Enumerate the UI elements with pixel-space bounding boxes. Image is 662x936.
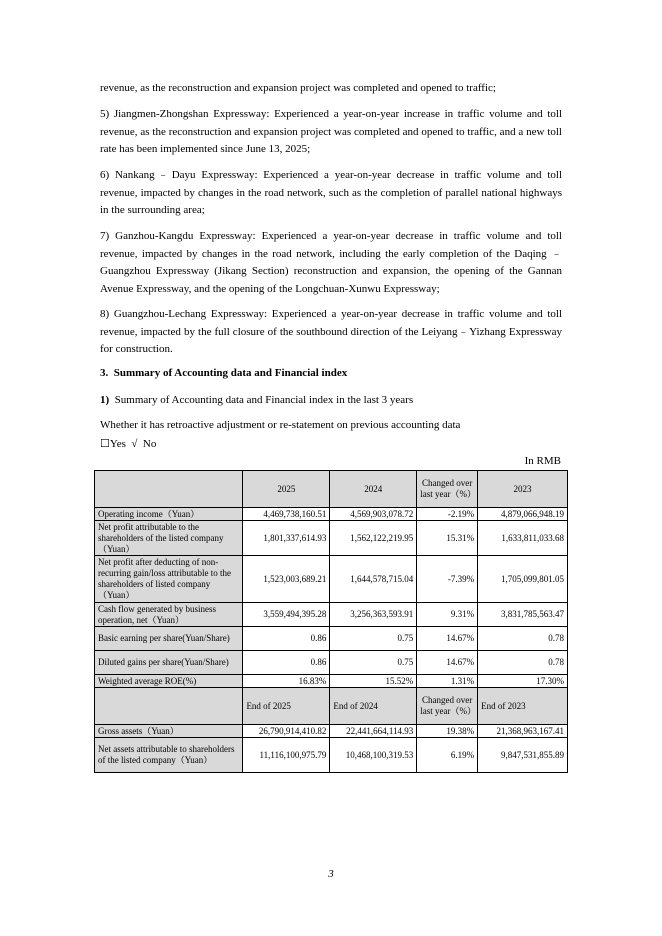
paragraph-continuation: revenue, as the reconstruction and expansion project was completed and opened to traffic;	[100, 82, 496, 94]
table-row	[95, 508, 568, 521]
table-row	[95, 521, 568, 556]
value-cell: 0.75	[330, 627, 417, 651]
value-cell: 0.78	[478, 651, 568, 675]
value-cell: 1,644,578,715.04	[330, 556, 417, 603]
value-cell: 6.19%	[417, 738, 478, 773]
value-cell: 1,523,003,689.21	[243, 556, 330, 603]
value-cell: 1,801,337,614.93	[243, 521, 330, 556]
row-label-cell: Basic earning per share(Yuan/Share)	[95, 627, 243, 651]
header-cell: End of 2025	[243, 688, 330, 725]
value-cell: 0.86	[243, 627, 330, 651]
value-cell: 1.31%	[417, 675, 478, 688]
value-cell: 0.75	[330, 651, 417, 675]
row-label-cell: Diluted gains per share(Yuan/Share)	[95, 651, 243, 675]
page-number: 3	[328, 868, 334, 880]
table-row	[95, 627, 568, 651]
row-label-cell: Net profit attributable to the shareholders of the listed company（Yuan）	[95, 521, 243, 556]
subsection-number: 1)	[100, 394, 110, 406]
subsection-title	[100, 394, 413, 406]
value-cell: 1,705,099,801.05	[478, 556, 568, 603]
row-label-cell: Weighted average ROE(%)	[95, 675, 243, 688]
value-cell: 4,569,903,078.72	[330, 508, 417, 521]
value-cell: 21,368,963,167.41	[478, 725, 568, 738]
value-cell: 14.67%	[417, 627, 478, 651]
row-label-cell: Gross assets（Yuan）	[95, 725, 243, 738]
row-label-cell: Net profit after deducting of non-recurring gain/loss attributable to the shareholders of listed company（Yuan）	[95, 556, 243, 603]
retroactive-question: Whether it has retroactive adjustment or re-statement on previous accounting data	[100, 419, 461, 431]
header-blank-cell	[95, 471, 243, 508]
table-header-row	[95, 471, 568, 508]
table-row	[95, 651, 568, 675]
value-cell: 15.52%	[330, 675, 417, 688]
value-cell: 1,633,811,033.68	[478, 521, 568, 556]
paragraph-ganzhou-kangdu: 7) Ganzhou-Kangdu Expressway: Experienced a year-on-year decrease in traffic volume and toll revenue, impacted by changes in the road network, including the early completion of the Daqing ﹣Guangzhou Expressway (Jikang Section) reconstruction and expansion, the opening of the Gannan Avenue Expressway, and the opening of the Longchuan-Xunwu Expressway;	[100, 230, 562, 295]
value-cell: 0.86	[243, 651, 330, 675]
table-row	[95, 738, 568, 773]
currency-unit: In RMB	[524, 455, 561, 467]
value-cell: 3,559,494,395.28	[243, 603, 330, 627]
value-cell: 9,847,531,855.89	[478, 738, 568, 773]
header-cell: 2024	[330, 471, 417, 508]
value-cell: 0.78	[478, 627, 568, 651]
value-cell: 17.30%	[478, 675, 568, 688]
row-label-cell: Cash flow generated by business operation, net（Yuan）	[95, 603, 243, 627]
value-cell: -2.19%	[417, 508, 478, 521]
table-row	[95, 725, 568, 738]
value-cell: 19.38%	[417, 725, 478, 738]
row-label-cell: Net assets attributable to shareholders of the listed company（Yuan）	[95, 738, 243, 773]
section-heading: 3. Summary of Accounting data and Financial index	[100, 367, 348, 379]
header-cell: 2025	[243, 471, 330, 508]
row-label-cell: Operating income（Yuan）	[95, 508, 243, 521]
value-cell: 11,116,100,975.79	[243, 738, 330, 773]
value-cell: 3,256,363,593.91	[330, 603, 417, 627]
financial-summary-table	[94, 470, 568, 773]
table-row	[95, 603, 568, 627]
value-cell: 9.31%	[417, 603, 478, 627]
value-cell: 3,831,785,563.47	[478, 603, 568, 627]
table-row	[95, 675, 568, 688]
header-blank-cell	[95, 688, 243, 725]
retroactive-answer: ☐Yes √ No	[100, 438, 157, 450]
value-cell: -7.39%	[417, 556, 478, 603]
value-cell: 1,562,122,219.95	[330, 521, 417, 556]
table-header-row	[95, 688, 568, 725]
value-cell: 26,790,914,410.82	[243, 725, 330, 738]
table-row	[95, 556, 568, 603]
value-cell: 15.31%	[417, 521, 478, 556]
paragraph-jiangmen-zhongshan: 5) Jiangmen-Zhongshan Expressway: Experienced a year-on-year increase in traffic volume and toll revenue, as the reconstruction and expansion project was completed and opened to traffic, and a new toll rate has been implemented since June 13, 2025;	[100, 108, 562, 155]
value-cell: 14.67%	[417, 651, 478, 675]
value-cell: 4,879,066,948.19	[478, 508, 568, 521]
header-cell: Changed over last year（%）	[417, 471, 478, 508]
header-cell: 2023	[478, 471, 568, 508]
value-cell: 22,441,664,114.93	[330, 725, 417, 738]
header-cell: Changed over last year（%）	[417, 688, 478, 725]
subsection-text: Summary of Accounting data and Financial index in the last 3 years	[114, 394, 414, 406]
header-cell: End of 2024	[330, 688, 417, 725]
paragraph-guangzhou-lechang: 8) Guangzhou-Lechang Expressway: Experienced a year-on-year decrease in traffic volume and toll revenue, impacted by the full closure of the southbound direction of the Leiyang﹣Yizhang Expressway for construction.	[100, 308, 562, 355]
paragraph-nankang-dayu: 6) Nankang﹣Dayu Expressway: Experienced a year-on-year decrease in traffic volume and toll revenue, impacted by changes in the road network, such as the completion of parallel national highways in the surrounding area;	[100, 169, 562, 216]
value-cell: 10,468,100,319.53	[330, 738, 417, 773]
header-cell: End of 2023	[478, 688, 568, 725]
value-cell: 4,469,738,160.51	[243, 508, 330, 521]
value-cell: 16.83%	[243, 675, 330, 688]
